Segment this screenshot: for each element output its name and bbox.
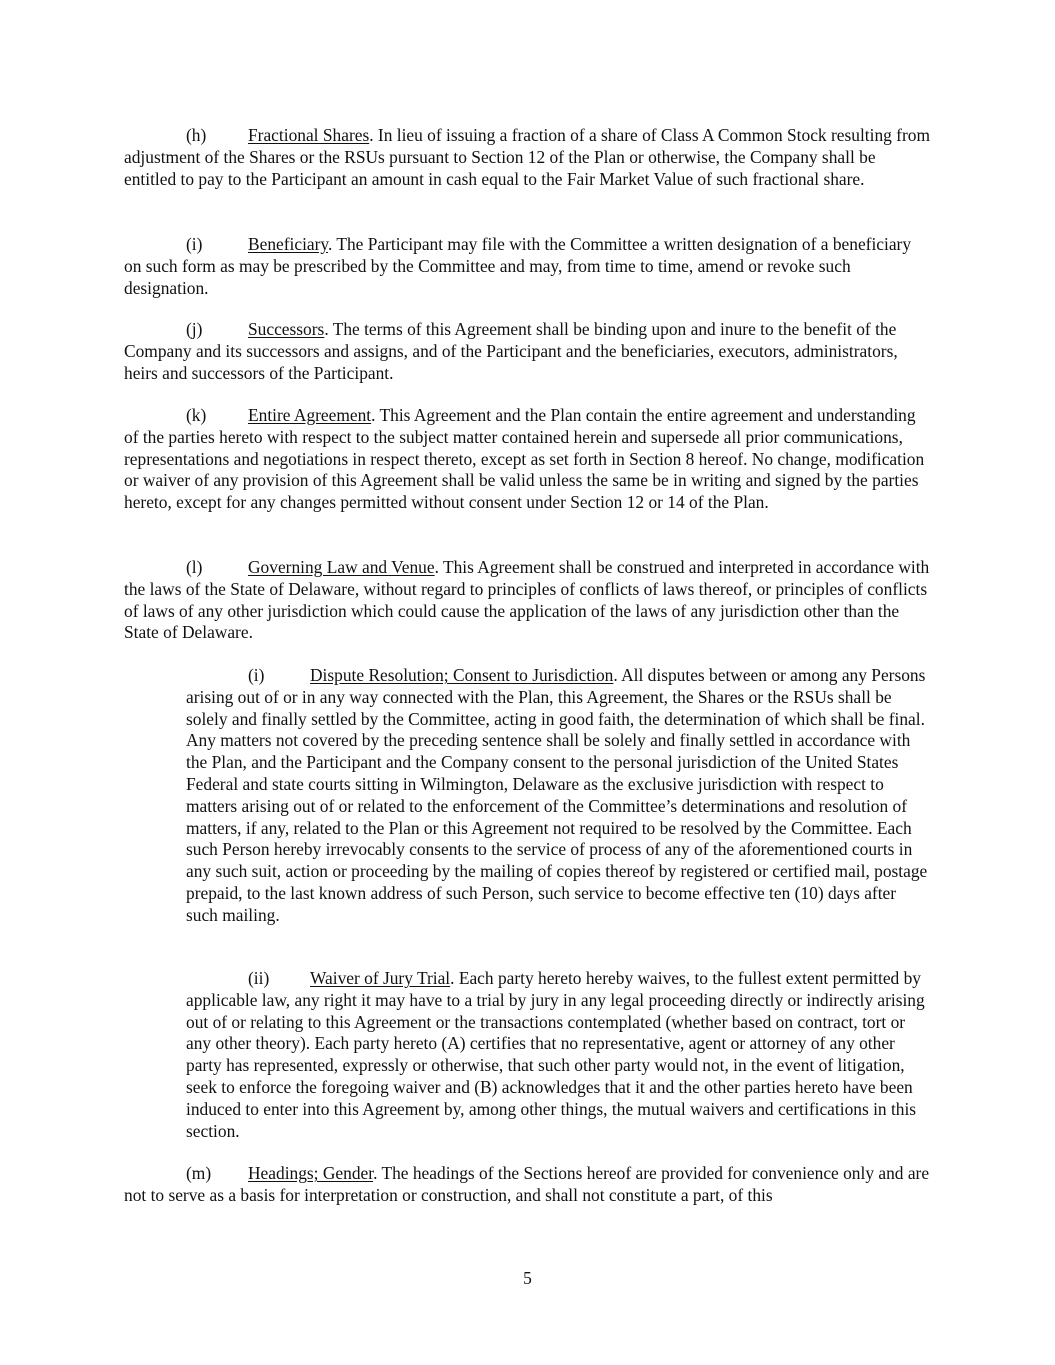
section-heading: Dispute Resolution; Consent to Jurisdiction (310, 665, 614, 685)
section-l (124, 557, 930, 644)
section-j (124, 319, 930, 384)
section-body: . The headings of the Sections hereof are provided for convenience only and are not to serve as a basis for interpretation or construction, and shall not constitute a part, of this (124, 1163, 930, 1205)
section-i (124, 234, 930, 299)
section-number: (k) (186, 405, 207, 425)
section-k (124, 405, 930, 514)
section-body: . In lieu of issuing a fraction of a share of Class A Common Stock resulting from adjustment of the Shares or the RSUs pursuant to Section 12 of the Plan or otherwise, the Company shall be entitled to pay to the Participant an amount in cash equal to the Fair Market Value of such fractional share. (124, 125, 930, 189)
section-body: . Each party hereto hereby waives, to the fullest extent permitted by applicable law, any right it may have to a trial by jury in any legal proceeding directly or indirectly arising out of or relating to this Agreement or the transactions contemplated (whether based on contract, tort or any other theory). Each party hereto (A) certifies that no representative, agent or attorney of any other party has represented, expressly or otherwise, that such other party would not, in the event of litigation, seek to enforce the foregoing waiver and (B) acknowledges that it and the other parties hereto have been induced to enter into this Agreement by, among other things, the mutual waivers and certifications in this section. (186, 968, 925, 1141)
section-number: (h) (186, 125, 207, 145)
section-number: (m) (186, 1163, 212, 1183)
section-body: . This Agreement shall be construed and interpreted in accordance with the laws of the State of Delaware, without regard to principles of conflicts of laws thereof, or principles of conflicts of laws of any other jurisdiction which could cause the application of the laws of any jurisdiction other than the State of Delaware. (124, 557, 930, 643)
section-body: . The Participant may file with the Committee a written designation of a beneficiary on such form as may be prescribed by the Committee and may, from time to time, amend or revoke such designation. (124, 234, 912, 298)
section-heading: Fractional Shares (248, 125, 370, 145)
section-heading: Entire Agreement (248, 405, 372, 425)
section-h (124, 125, 930, 190)
section-body: . The terms of this Agreement shall be binding upon and inure to the benefit of the Company and its successors and assigns, and of the Participant and the beneficiaries, executors, administrators, heirs and successors of the Participant. (124, 319, 898, 383)
section-number: (j) (186, 319, 203, 339)
section-body: . All disputes between or among any Persons arising out of or in any way connected with the Plan, this Agreement, the Shares or the RSUs shall be solely and finally settled by the Committee, acting in good faith, the determination of which shall be final. Any matters not covered by the preceding sentence shall be solely and finally settled in accordance with the Plan, and the Participant and the Company consent to the personal jurisdiction of the United States Federal and state courts sitting in Wilmington, Delaware as the exclusive jurisdiction with respect to matters arising out of or related to the enforcement of the Committee’s determinations and resolution of matters, if any, related to the Plan or this Agreement not required to be resolved by the Committee. Each such Person hereby irrevocably consents to the service of process of any of the aforementioned courts in any such suit, action or proceeding by the mailing of copies thereof by registered or certified mail, postage prepaid, to the last known address of such Person, such service to become effective ten (10) days after such mailing. (186, 665, 928, 925)
section-heading: Successors (248, 319, 325, 339)
section-number: (i) (186, 234, 203, 254)
section-body: . This Agreement and the Plan contain the entire agreement and understanding of the parties hereto with respect to the subject matter contained herein and supersede all prior communications, representations and negotiations in respect thereto, except as set forth in Section 8 hereof. No change, modification or waiver of any provision of this Agreement shall be valid unless the same be in writing and signed by the parties hereto, except for any changes permitted without consent under Section 12 or 14 of the Plan. (124, 405, 925, 513)
section-number: (ii) (248, 968, 270, 988)
page-number: 5 (523, 1268, 532, 1288)
section-heading: Beneficiary (248, 234, 328, 254)
section-heading: Governing Law and Venue (248, 557, 435, 577)
section-m (124, 1163, 930, 1207)
subsection-l-i (186, 665, 930, 927)
section-heading: Headings; Gender (248, 1163, 374, 1183)
subsection-l-ii (186, 968, 930, 1142)
section-number: (l) (186, 557, 203, 577)
section-number: (i) (248, 665, 265, 685)
section-heading: Waiver of Jury Trial (310, 968, 451, 988)
